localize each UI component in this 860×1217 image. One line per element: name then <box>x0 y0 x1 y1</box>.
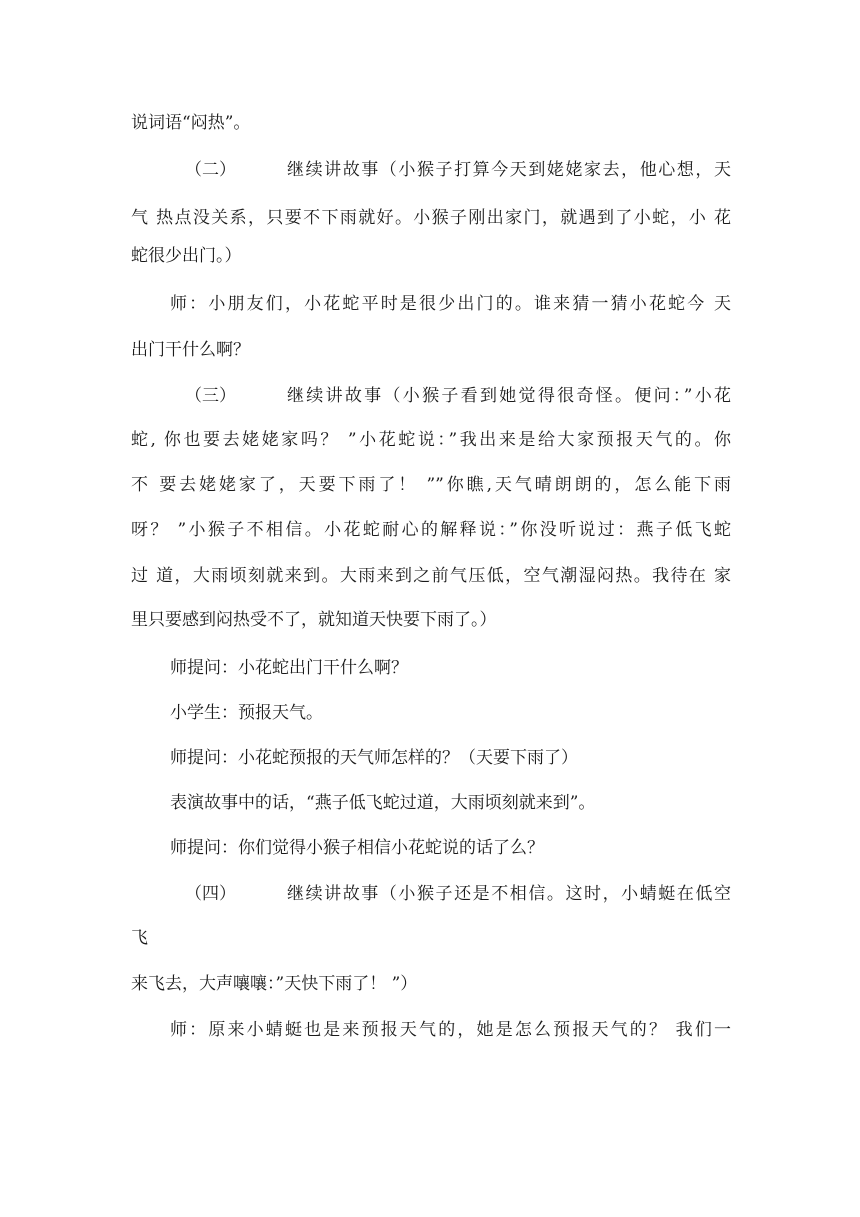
paragraph-line: 飞 <box>131 928 148 948</box>
paragraph-line: 表演故事中的话，“燕子低飞蛇过道，大雨顷刻就来到”。 <box>170 793 596 813</box>
paragraph-line: 师：原来小蜻蜓也是来预报天气的，她是怎么预报天气的？ 我们一 <box>170 1020 731 1040</box>
paragraph-line: 过 道，大雨顷刻就来到。大雨来到之前气压低，空气潮湿闷热。我待在 家 <box>131 566 731 586</box>
section-heading-text: 继续讲故事（小猴子还是不相信。这时，小蜻蜓在低空 <box>287 884 731 904</box>
paragraph-line: 气 热点没关系，只要不下雨就好。小猴子刚出家门，就遇到了小蛇，小 花 <box>131 208 731 228</box>
section-number: （四） <box>185 884 236 904</box>
section-heading-text: 继续讲故事（小猴子看到她觉得很奇怪。便问：”小花 <box>287 386 731 406</box>
paragraph-line: 呀？ ”小猴子不相信。小花蛇耐心的解释说：”你没听说过：燕子低飞蛇 <box>131 520 731 540</box>
paragraph-line: 里只要感到闷热受不了，就知道天快要下雨了。） <box>131 610 497 630</box>
paragraph-line: 不 要去姥姥家了，天要下雨了！ ””你瞧,天气晴朗朗的，怎么能下雨 <box>131 475 731 495</box>
section-number: （三） <box>185 386 236 406</box>
paragraph-line: 师提问：小花蛇预报的天气师怎样的？（天要下雨了） <box>170 748 578 768</box>
paragraph-line: 说词语“闷热”。 <box>131 113 251 133</box>
paragraph-line: 师提问：你们觉得小猴子相信小花蛇说的话了么？ <box>170 838 544 858</box>
section-number: （二） <box>185 160 236 180</box>
paragraph-line: 蛇很少出门。） <box>131 246 242 266</box>
paragraph-line: 师：小朋友们，小花蛇平时是很少出门的。谁来猜一猜小花蛇今 天 <box>170 294 731 314</box>
paragraph-line: 来飞去，大声嚷嚷：”天快下雨了！ ”） <box>131 974 418 994</box>
paragraph-line: 师提问：小花蛇出门干什么啊？ <box>170 658 408 678</box>
section-heading-text: 继续讲故事（小猴子打算今天到姥姥家去，他心想，天 <box>287 160 731 180</box>
paragraph-line: 蛇, 你也要去姥姥家吗？ ”小花蛇说：”我出来是给大家预报天气的。你 <box>131 430 731 450</box>
paragraph-line: 出门干什么啊？ <box>131 340 250 360</box>
paragraph-line: 小学生：预报天气。 <box>170 703 323 723</box>
